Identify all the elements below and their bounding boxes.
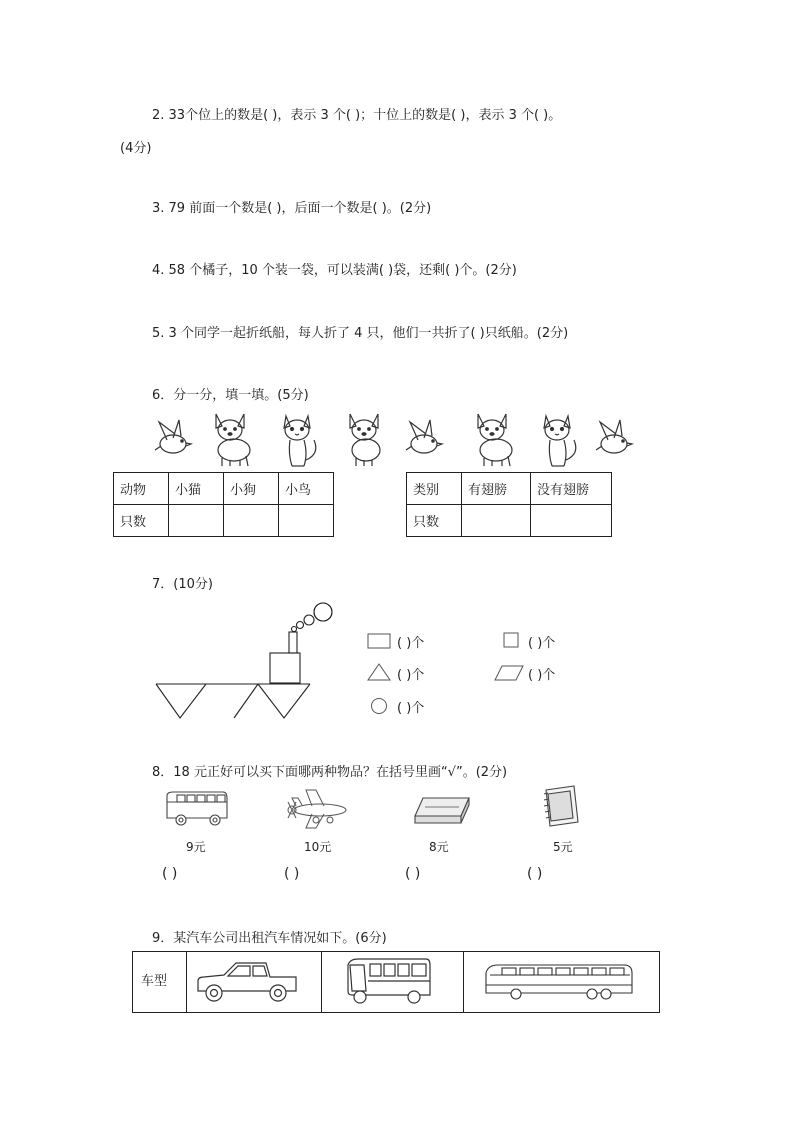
plane-price: 10元 (304, 840, 332, 854)
question-3-text: 3. 79 前面一个数是( )，后面一个数是( )。(2分) (152, 201, 432, 216)
wing-category-table (406, 472, 612, 537)
left-triangle (156, 684, 206, 718)
parallelogram-icon (494, 665, 524, 681)
question-4-text: 4. 58 个橘子，10 个装一袋，可以装满( )袋，还剩( )个。(2分) (152, 263, 517, 278)
question-5-text: 5. 3 个同学一起折纸船，每人折了 4 只，他们一共折了( )只纸船。(2分) (152, 326, 569, 341)
cat-icon (284, 416, 316, 466)
chimney-rect (289, 632, 297, 653)
table-header: 动物 (114, 473, 169, 505)
bus-icon (163, 788, 229, 830)
square-count[interactable]: ( )个 (528, 636, 556, 651)
question-2-score: (4分) (120, 141, 152, 156)
answer-cell[interactable] (462, 505, 531, 537)
pencil-case-price: 8元 (429, 840, 449, 854)
triangle-count[interactable]: ( )个 (397, 668, 425, 683)
rectangle-count[interactable]: ( )个 (397, 636, 425, 651)
question-6-title: 6．分一分，填一填。(5分) (152, 388, 309, 403)
table-header: 小狗 (224, 473, 279, 505)
notebook-price: 5元 (553, 840, 573, 854)
bird-icon (596, 420, 632, 453)
table-header: 小鸟 (279, 473, 334, 505)
cabin-square (270, 653, 300, 683)
boat-figure (150, 598, 336, 724)
answer-paren-notebook[interactable]: ( ) (527, 866, 543, 882)
table-header: 没有翅膀 (531, 473, 612, 505)
dog-icon (216, 414, 250, 466)
circle-count[interactable]: ( )个 (397, 701, 425, 716)
dog-icon (350, 414, 380, 466)
square-icon (503, 632, 519, 648)
answer-cell[interactable] (531, 505, 612, 537)
rectangle-icon (367, 633, 391, 649)
answer-paren-bus[interactable]: ( ) (162, 866, 178, 882)
pickup-truck-icon (194, 959, 300, 1005)
cat-icon (544, 416, 576, 466)
answer-paren-plane[interactable]: ( ) (284, 866, 300, 882)
answer-paren-pencil-case[interactable]: ( ) (405, 866, 421, 882)
bus-price: 9元 (186, 840, 206, 854)
smoke-circle-large (314, 603, 332, 621)
table-header: 有翅膀 (462, 473, 531, 505)
notebook-icon (540, 784, 580, 830)
smoke-circle-medium (304, 615, 314, 625)
plane-icon (286, 786, 350, 830)
pencil-case-icon (413, 796, 471, 826)
answer-cell[interactable] (224, 505, 279, 537)
row-label: 只数 (407, 505, 462, 537)
triangle-icon (367, 663, 391, 681)
table-header: 类别 (407, 473, 462, 505)
bird-icon (155, 420, 191, 453)
row-label: 车型 (133, 952, 187, 1012)
right-triangle (258, 684, 310, 718)
question-7-title: 7．(10分) (152, 577, 213, 592)
animal-row (148, 408, 638, 470)
table-header: 小猫 (169, 473, 224, 505)
dog-icon (478, 414, 512, 466)
animal-count-table (113, 472, 334, 537)
answer-cell[interactable] (279, 505, 334, 537)
answer-cell[interactable] (169, 505, 224, 537)
question-8-title: 8．18 元正好可以买下面哪两种物品？在括号里画“√”。(2分) (152, 765, 508, 780)
smoke-circle-tiny (292, 627, 297, 632)
question-9-title: 9．某汽车公司出租汽车情况如下。(6分) (152, 931, 387, 946)
coach-icon (344, 955, 432, 1007)
row-label: 只数 (114, 505, 169, 537)
large-bus-icon (482, 961, 634, 1003)
question-2-text: 2. 33个位上的数是( )，表示 3 个( )；十位上的数是( )，表示 3 个( )。 (152, 108, 562, 123)
smoke-circle-small (297, 622, 304, 629)
circle-icon (370, 697, 388, 715)
parallelogram-count[interactable]: ( )个 (528, 668, 556, 683)
bird-icon (406, 420, 442, 453)
